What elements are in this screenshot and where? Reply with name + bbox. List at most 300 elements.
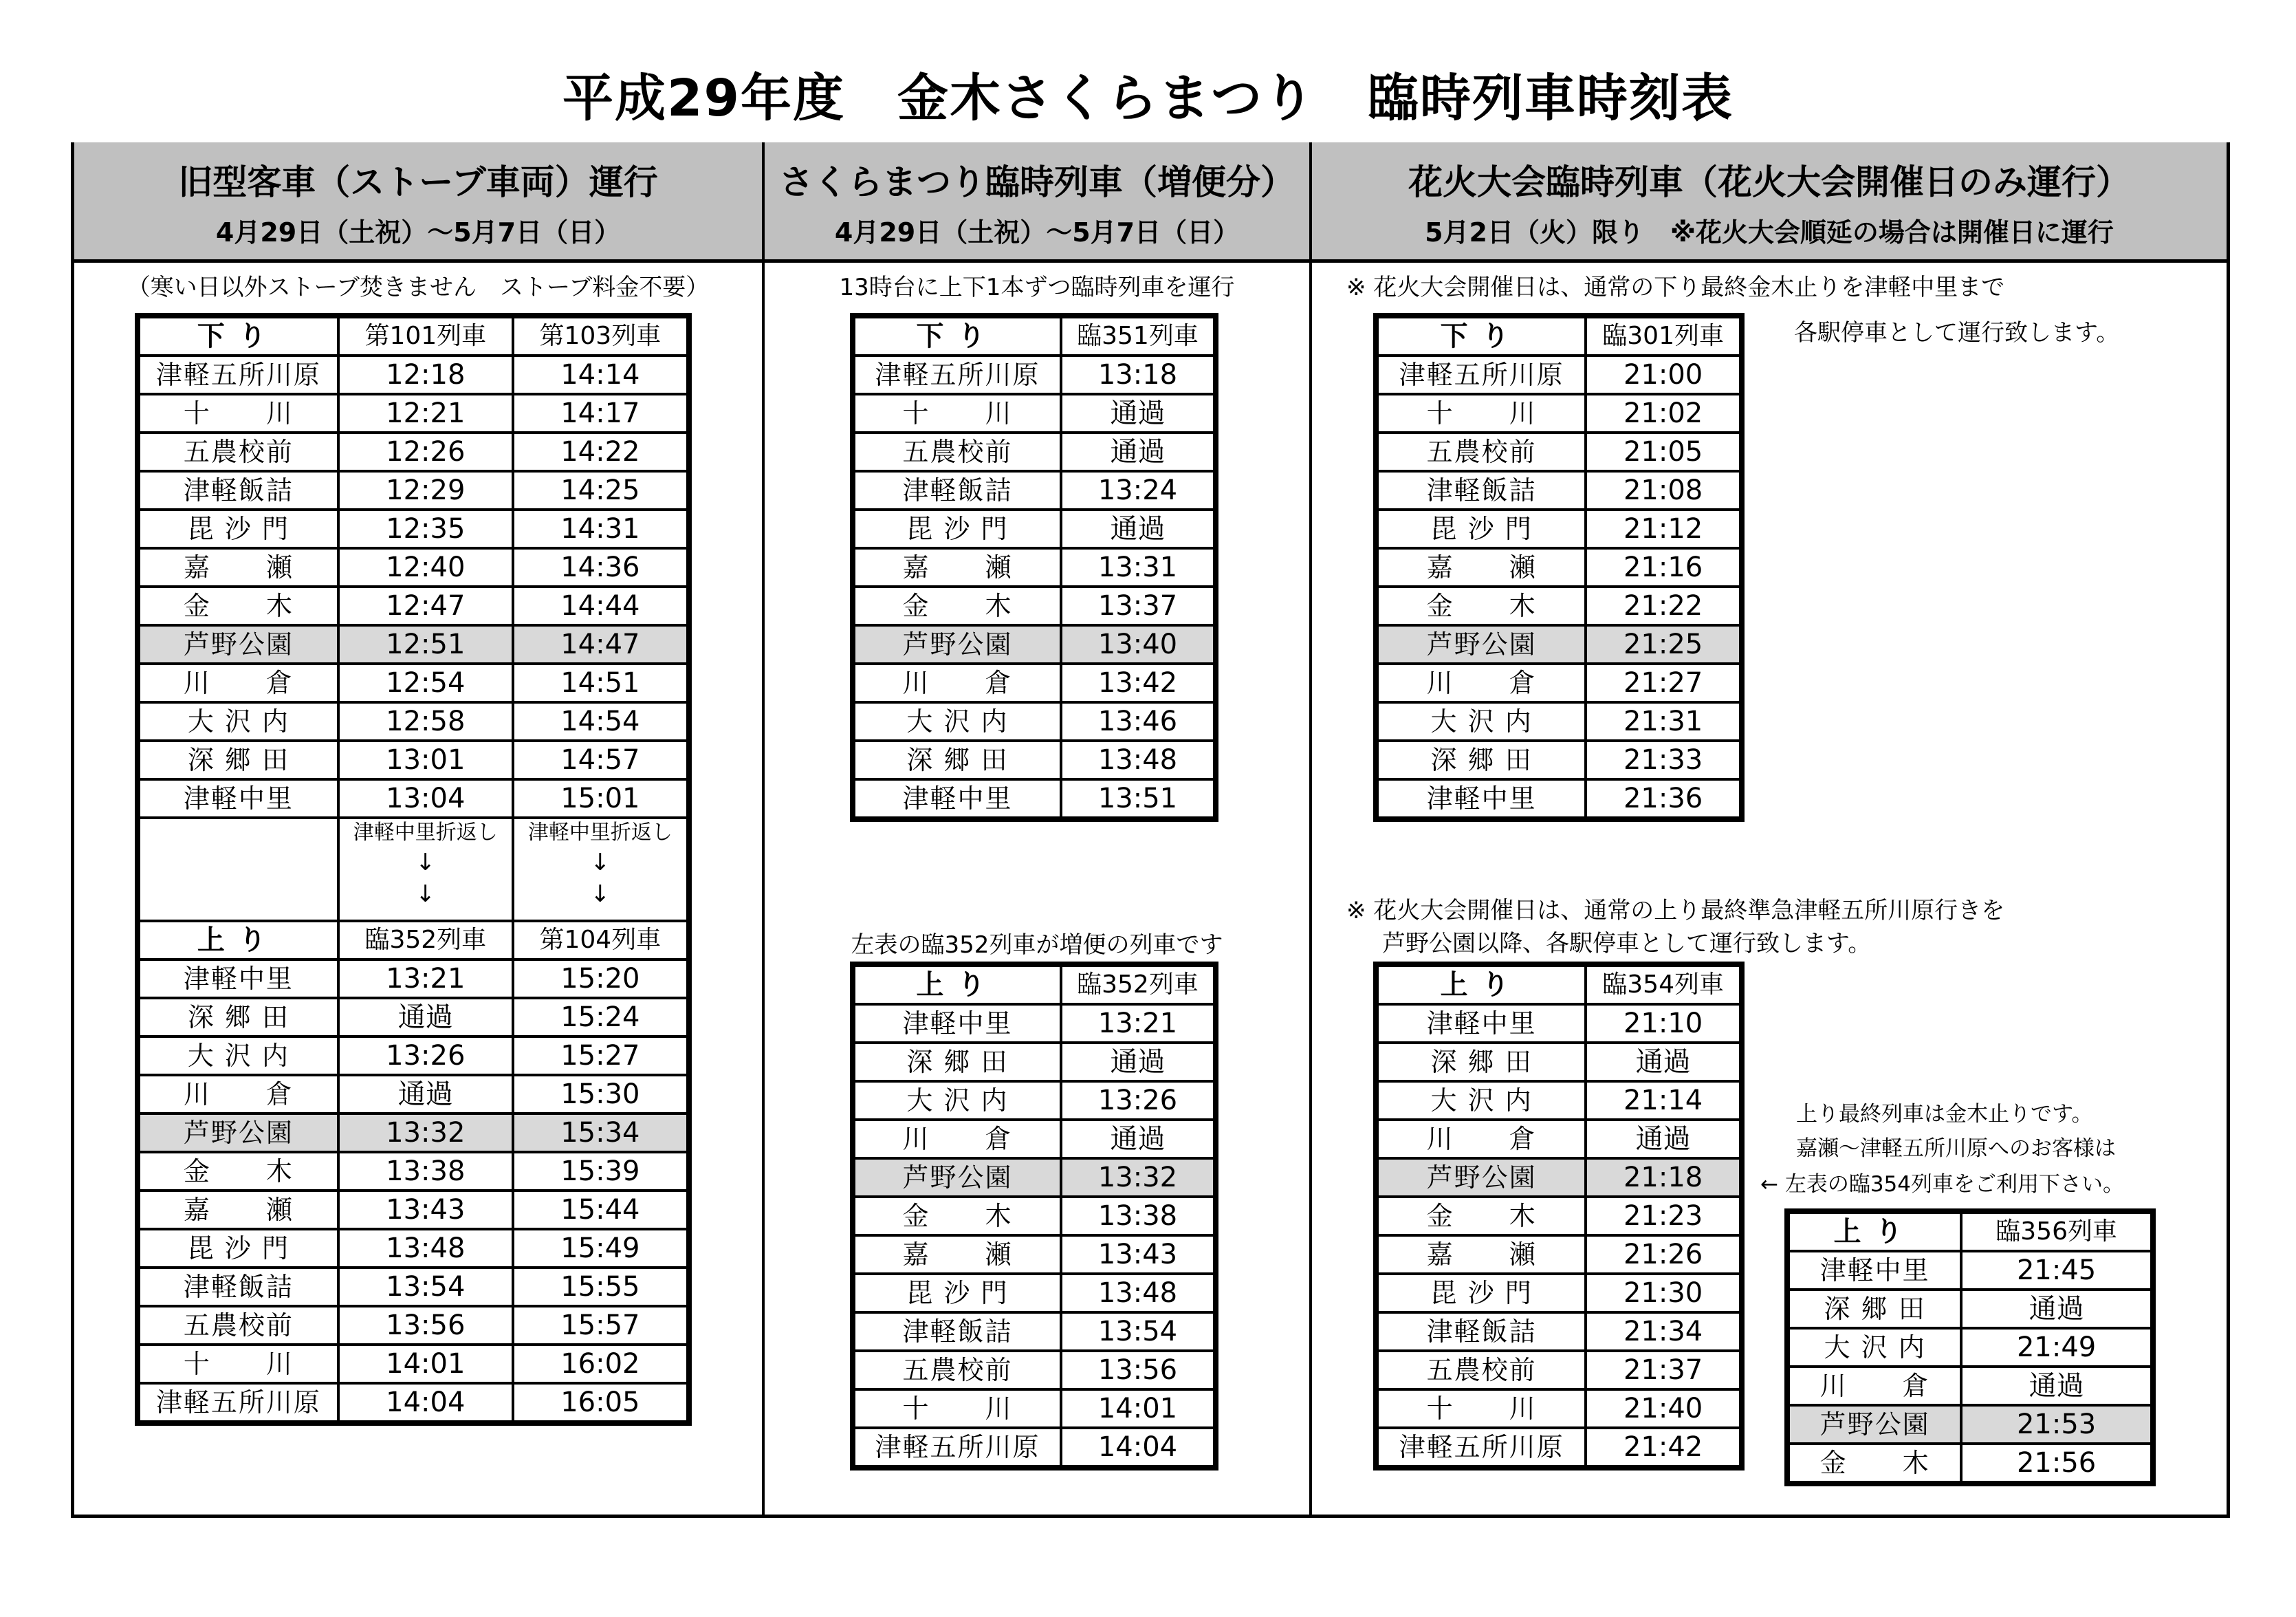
table-row [138, 625, 689, 664]
section-dates: 5月2日（火）限り ※花火大会順延の場合は開催日に運行 [1425, 217, 2114, 248]
departure-time: 21:12 [1586, 510, 1742, 548]
departure-time: 通過 [338, 998, 513, 1037]
side-note-2: 嘉瀬～津軽五所川原へのお客様は [1796, 1136, 2116, 1161]
arrow-down-icon: ↓ [415, 880, 436, 908]
table-row [853, 1389, 1216, 1428]
departure-time: 13:54 [1061, 1312, 1216, 1351]
departure-time: 13:37 [1061, 587, 1216, 625]
empty-cell [138, 818, 338, 921]
departure-time: 21:16 [1586, 548, 1742, 587]
section-dates: 4月29日（土祝）～5月7日（日） [215, 217, 621, 248]
departure-time: 15:57 [513, 1306, 689, 1345]
departure-time: 12:26 [338, 433, 513, 471]
station-name: 深 郷 田 [1376, 1043, 1586, 1081]
departure-time: 13:26 [1061, 1081, 1216, 1120]
table-row [853, 1274, 1216, 1312]
table-row [1376, 1120, 1742, 1158]
station-name: 十 川 [138, 1345, 338, 1383]
station-name: 津軽五所川原 [138, 1383, 338, 1423]
table-row [138, 959, 689, 998]
fireworks-up-last-timetable [1784, 1208, 2156, 1486]
departure-time: 13:38 [1061, 1197, 1216, 1235]
station-name: 深 郷 田 [138, 741, 338, 779]
departure-time: 13:32 [1061, 1158, 1216, 1197]
departure-time: 15:34 [513, 1114, 689, 1152]
station-name: 深 郷 田 [853, 741, 1061, 779]
station-name: 五農校前 [1376, 1351, 1586, 1389]
departure-time: 12:58 [338, 702, 513, 741]
table-row [853, 1235, 1216, 1274]
station-name: 川 倉 [853, 664, 1061, 702]
train-number: 第104列車 [513, 921, 689, 959]
table-row [138, 1383, 689, 1423]
station-name: 金 木 [1376, 587, 1586, 625]
turnaround-label: 津軽中里折返し [353, 821, 498, 845]
station-name: 川 倉 [1787, 1367, 1961, 1405]
table-row [1787, 1251, 2153, 1290]
table-row [138, 1114, 689, 1152]
station-name: 川 倉 [138, 1075, 338, 1114]
station-name: 芦野公園 [853, 1158, 1061, 1197]
departure-time: 通過 [1061, 394, 1216, 433]
table-row [1376, 1043, 1742, 1081]
station-name: 十 川 [853, 394, 1061, 433]
departure-time: 13:56 [1061, 1351, 1216, 1389]
table-row [1376, 664, 1742, 702]
table-row [853, 1312, 1216, 1351]
departure-time: 12:29 [338, 471, 513, 510]
departure-time: 12:51 [338, 625, 513, 664]
departure-time: 13:56 [338, 1306, 513, 1345]
station-name: 大 沢 内 [853, 702, 1061, 741]
departure-time: 12:21 [338, 394, 513, 433]
station-name: 大 沢 内 [138, 702, 338, 741]
departure-time: 15:55 [513, 1268, 689, 1306]
table-row [138, 356, 689, 394]
station-name: 川 倉 [853, 1120, 1061, 1158]
departure-time: 14:17 [513, 394, 689, 433]
table-row [853, 779, 1216, 819]
table-row [1376, 471, 1742, 510]
table-row [1787, 1444, 2153, 1484]
table-row [853, 548, 1216, 587]
table-row [853, 1043, 1216, 1081]
departure-time: 通過 [1061, 1120, 1216, 1158]
station-name: 大 沢 内 [853, 1081, 1061, 1120]
departure-time: 13:21 [338, 959, 513, 998]
departure-time: 21:14 [1586, 1081, 1742, 1120]
station-name: 津軽中里 [1376, 1004, 1586, 1043]
station-name: 金 木 [138, 587, 338, 625]
station-name: 毘 沙 門 [1376, 510, 1586, 548]
station-name: 津軽五所川原 [853, 356, 1061, 394]
turnaround-cell [338, 818, 513, 921]
station-name: 金 木 [138, 1152, 338, 1191]
table-row [1376, 433, 1742, 471]
section-header-sakura [765, 142, 1309, 263]
station-name: 毘 沙 門 [1376, 1274, 1586, 1312]
table-row [1376, 1004, 1742, 1043]
table-row [853, 625, 1216, 664]
direction-label: 上り [853, 964, 1061, 1004]
table-header-row [138, 921, 689, 959]
station-name: 津軽飯詰 [138, 471, 338, 510]
station-name: 芦野公園 [138, 625, 338, 664]
station-name: 津軽五所川原 [1376, 1428, 1586, 1468]
departure-time: 21:45 [1961, 1251, 2153, 1290]
departure-time: 14:57 [513, 741, 689, 779]
departure-time: 13:01 [338, 741, 513, 779]
table-row [138, 548, 689, 587]
departure-time: 12:54 [338, 664, 513, 702]
departure-time: 13:46 [1061, 702, 1216, 741]
station-name: 嘉 瀬 [1376, 548, 1586, 587]
station-name: 津軽飯詰 [853, 471, 1061, 510]
table-header-row [138, 316, 689, 356]
direction-label: 下り [138, 316, 338, 356]
departure-time: 21:31 [1586, 702, 1742, 741]
table-row [853, 356, 1216, 394]
station-name: 嘉 瀬 [138, 548, 338, 587]
departure-time: 21:56 [1961, 1444, 2153, 1484]
station-name: 十 川 [138, 394, 338, 433]
train-number: 臨352列車 [338, 921, 513, 959]
table-row [853, 587, 1216, 625]
table-row [138, 664, 689, 702]
station-name: 嘉 瀬 [853, 1235, 1061, 1274]
page-title: 平成29年度 金木さくらまつり 臨時列車時刻表 [562, 69, 1734, 128]
station-name: 深 郷 田 [1376, 741, 1586, 779]
arrow-down-icon: ↓ [590, 880, 611, 908]
departure-time: 13:32 [338, 1114, 513, 1152]
departure-time: 21:05 [1586, 433, 1742, 471]
station-name: 大 沢 内 [1376, 1081, 1586, 1120]
table-row [853, 1158, 1216, 1197]
table-row [853, 510, 1216, 548]
table-header-row [853, 964, 1216, 1004]
section-heading: 旧型客車（ストーブ車両）運行 [178, 162, 658, 202]
section-heading: 花火大会臨時列車（花火大会開催日のみ運行） [1408, 162, 2130, 202]
departure-time: 14:22 [513, 433, 689, 471]
table-row [1787, 1367, 2153, 1405]
section-header-stove [74, 142, 762, 263]
table-row [853, 1351, 1216, 1389]
side-note-3: ← 左表の臨354列車をご利用下さい。 [1760, 1172, 2124, 1197]
station-name: 津軽飯詰 [853, 1312, 1061, 1351]
section-heading: さくらまつり臨時列車（増便分） [779, 162, 1295, 202]
table-header-row [853, 316, 1216, 356]
station-name: 津軽中里 [138, 959, 338, 998]
departure-time: 14:14 [513, 356, 689, 394]
departure-time: 15:27 [513, 1037, 689, 1075]
column-divider [1309, 142, 1312, 1515]
station-name: 芦野公園 [1376, 1158, 1586, 1197]
departure-time: 21:25 [1586, 625, 1742, 664]
table-row [1376, 1428, 1742, 1468]
table-header-row [1376, 316, 1742, 356]
departure-time: 12:47 [338, 587, 513, 625]
station-name: 津軽飯詰 [1376, 471, 1586, 510]
departure-time: 13:54 [338, 1268, 513, 1306]
departure-time: 14:01 [338, 1345, 513, 1383]
departure-time: 15:39 [513, 1152, 689, 1191]
departure-time: 通過 [1961, 1290, 2153, 1328]
departure-time: 13:43 [338, 1191, 513, 1229]
stove-timetable [135, 313, 692, 1426]
table-row [138, 1075, 689, 1114]
station-name: 川 倉 [1376, 664, 1586, 702]
table-row [853, 433, 1216, 471]
departure-time: 21:02 [1586, 394, 1742, 433]
table-row [853, 1428, 1216, 1468]
station-name: 五農校前 [853, 433, 1061, 471]
departure-time: 21:22 [1586, 587, 1742, 625]
direction-label: 上り [1787, 1211, 1961, 1251]
departure-time: 13:48 [1061, 1274, 1216, 1312]
station-name: 津軽中里 [1376, 779, 1586, 819]
departure-time: 14:51 [513, 664, 689, 702]
departure-time: 14:44 [513, 587, 689, 625]
sakura-note: 13時台に上下1本ずつ臨時列車を運行 [839, 274, 1235, 301]
table-row [1376, 587, 1742, 625]
departure-time: 21:08 [1586, 471, 1742, 510]
table-row [138, 1229, 689, 1268]
departure-time: 21:42 [1586, 1428, 1742, 1468]
table-row [1376, 1235, 1742, 1274]
turnaround-row [138, 818, 689, 921]
station-name: 金 木 [853, 587, 1061, 625]
departure-time: 12:40 [338, 548, 513, 587]
table-row [138, 433, 689, 471]
table-row [138, 1152, 689, 1191]
departure-time: 15:49 [513, 1229, 689, 1268]
departure-time: 13:51 [1061, 779, 1216, 819]
station-name: 毘 沙 門 [138, 1229, 338, 1268]
departure-time: 通過 [1586, 1043, 1742, 1081]
station-name: 十 川 [1376, 1389, 1586, 1428]
station-name: 五農校前 [1376, 433, 1586, 471]
table-row [138, 1037, 689, 1075]
station-name: 十 川 [853, 1389, 1061, 1428]
departure-time: 15:44 [513, 1191, 689, 1229]
direction-label: 下り [853, 316, 1061, 356]
fireworks-up-note-1: ※ 花火大会開催日は、通常の上り最終準急津軽五所川原行きを [1346, 897, 2005, 924]
table-row [853, 1081, 1216, 1120]
table-row [138, 998, 689, 1037]
table-row [138, 394, 689, 433]
column-divider [762, 142, 765, 1515]
departure-time: 通過 [1586, 1120, 1742, 1158]
station-name: 津軽中里 [138, 779, 338, 818]
station-name: 深 郷 田 [138, 998, 338, 1037]
table-row [853, 1004, 1216, 1043]
table-row [853, 1120, 1216, 1158]
departure-time: 12:35 [338, 510, 513, 548]
fireworks-up-note-2: 芦野公園以降、各駅停車として運行致します。 [1382, 930, 1872, 957]
departure-time: 21:49 [1961, 1328, 2153, 1367]
section-header-fireworks [1312, 142, 2227, 263]
departure-time: 13:42 [1061, 664, 1216, 702]
station-name: 毘 沙 門 [853, 1274, 1061, 1312]
table-row [138, 587, 689, 625]
table-row [138, 510, 689, 548]
station-name: 芦野公園 [138, 1114, 338, 1152]
table-row [853, 702, 1216, 741]
departure-time: 13:21 [1061, 1004, 1216, 1043]
departure-time: 13:04 [338, 779, 513, 818]
table-row [1787, 1328, 2153, 1367]
departure-time: 21:18 [1586, 1158, 1742, 1197]
table-row [853, 664, 1216, 702]
departure-time: 21:40 [1586, 1389, 1742, 1428]
departure-time: 14:54 [513, 702, 689, 741]
station-name: 津軽飯詰 [1376, 1312, 1586, 1351]
station-name: 嘉 瀬 [1376, 1235, 1586, 1274]
direction-label: 上り [1376, 964, 1586, 1004]
table-row [1376, 1197, 1742, 1235]
table-row [138, 779, 689, 818]
fireworks-down-timetable [1373, 313, 1745, 822]
departure-time: 21:33 [1586, 741, 1742, 779]
sakura-note-2: 左表の臨352列車が増便の列車です [851, 931, 1223, 959]
departure-time: 13:48 [338, 1229, 513, 1268]
station-name: 毘 沙 門 [853, 510, 1061, 548]
station-name: 金 木 [1376, 1197, 1586, 1235]
turnaround-cell [513, 818, 689, 921]
train-number: 臨301列車 [1586, 316, 1742, 356]
departure-time: 15:01 [513, 779, 689, 818]
table-row [138, 471, 689, 510]
departure-time: 通過 [1061, 510, 1216, 548]
table-row [1787, 1405, 2153, 1444]
train-number: 第101列車 [338, 316, 513, 356]
table-row [1376, 356, 1742, 394]
train-number: 臨352列車 [1061, 964, 1216, 1004]
station-name: 深 郷 田 [1787, 1290, 1961, 1328]
departure-time: 16:02 [513, 1345, 689, 1383]
departure-time: 12:18 [338, 356, 513, 394]
departure-time: 21:23 [1586, 1197, 1742, 1235]
departure-time: 通過 [1061, 433, 1216, 471]
departure-time: 13:31 [1061, 548, 1216, 587]
station-name: 津軽五所川原 [1376, 356, 1586, 394]
departure-time: 13:43 [1061, 1235, 1216, 1274]
station-name: 津軽五所川原 [853, 1428, 1061, 1468]
departure-time: 21:10 [1586, 1004, 1742, 1043]
table-row [1376, 548, 1742, 587]
table-header-row [1787, 1211, 2153, 1251]
station-name: 芦野公園 [1376, 625, 1586, 664]
table-row [1376, 1274, 1742, 1312]
table-row [1376, 625, 1742, 664]
station-name: 津軽中里 [853, 779, 1061, 819]
table-row [138, 1268, 689, 1306]
train-number: 第103列車 [513, 316, 689, 356]
table-row [853, 1197, 1216, 1235]
departure-time: 14:31 [513, 510, 689, 548]
table-row [1787, 1290, 2153, 1328]
station-name: 金 木 [853, 1197, 1061, 1235]
station-name: 津軽五所川原 [138, 356, 338, 394]
station-name: 深 郷 田 [853, 1043, 1061, 1081]
station-name: 川 倉 [138, 664, 338, 702]
table-row [1376, 779, 1742, 819]
sakura-up-timetable [850, 962, 1218, 1471]
table-row [138, 1306, 689, 1345]
turnaround-label: 津軽中里折返し [527, 821, 673, 845]
departure-time: 13:48 [1061, 741, 1216, 779]
departure-time: 21:26 [1586, 1235, 1742, 1274]
table-row [1376, 510, 1742, 548]
table-row [1376, 1389, 1742, 1428]
departure-time: 21:37 [1586, 1351, 1742, 1389]
departure-time: 15:20 [513, 959, 689, 998]
station-name: 五農校前 [853, 1351, 1061, 1389]
station-name: 大 沢 内 [1376, 702, 1586, 741]
departure-time: 14:47 [513, 625, 689, 664]
station-name: 十 川 [1376, 394, 1586, 433]
table-row [138, 1345, 689, 1383]
departure-time: 16:05 [513, 1383, 689, 1423]
fireworks-up-timetable [1373, 962, 1745, 1471]
arrow-down-icon: ↓ [590, 849, 611, 876]
station-name: 五農校前 [138, 1306, 338, 1345]
departure-time: 15:24 [513, 998, 689, 1037]
departure-time: 21:30 [1586, 1274, 1742, 1312]
arrow-down-icon: ↓ [415, 849, 436, 876]
table-row [1376, 702, 1742, 741]
departure-time: 13:38 [338, 1152, 513, 1191]
station-name: 五農校前 [138, 433, 338, 471]
departure-time: 21:27 [1586, 664, 1742, 702]
direction-label: 上り [138, 921, 338, 959]
station-name: 毘 沙 門 [138, 510, 338, 548]
table-row [1376, 741, 1742, 779]
table-row [1376, 1081, 1742, 1120]
station-name: 津軽中里 [1787, 1251, 1961, 1290]
table-row [1376, 1351, 1742, 1389]
table-row [853, 741, 1216, 779]
departure-time: 14:25 [513, 471, 689, 510]
fireworks-down-note-1: ※ 花火大会開催日は、通常の下り最終金木止りを津軽中里まで [1346, 274, 2005, 301]
train-number: 臨351列車 [1061, 316, 1216, 356]
table-row [853, 394, 1216, 433]
station-name: 嘉 瀬 [853, 548, 1061, 587]
departure-time: 21:36 [1586, 779, 1742, 819]
train-number: 臨354列車 [1586, 964, 1742, 1004]
station-name: 嘉 瀬 [138, 1191, 338, 1229]
departure-time: 13:18 [1061, 356, 1216, 394]
table-row [1376, 394, 1742, 433]
station-name: 津軽飯詰 [138, 1268, 338, 1306]
table-row [138, 741, 689, 779]
departure-time: 15:30 [513, 1075, 689, 1114]
departure-time: 通過 [338, 1075, 513, 1114]
departure-time: 21:00 [1586, 356, 1742, 394]
departure-time: 13:40 [1061, 625, 1216, 664]
departure-time: 13:24 [1061, 471, 1216, 510]
station-name: 芦野公園 [853, 625, 1061, 664]
departure-time: 14:04 [1061, 1428, 1216, 1468]
table-row [138, 1191, 689, 1229]
train-number: 臨356列車 [1961, 1211, 2153, 1251]
table-row [1376, 1158, 1742, 1197]
stove-note: （寒い日以外ストーブ焚きません ストーブ料金不要） [127, 274, 710, 301]
station-name: 大 沢 内 [1787, 1328, 1961, 1367]
fireworks-down-note-2: 各駅停車として運行致します。 [1794, 319, 2120, 347]
departure-time: 14:04 [338, 1383, 513, 1423]
departure-time: 通過 [1961, 1367, 2153, 1405]
